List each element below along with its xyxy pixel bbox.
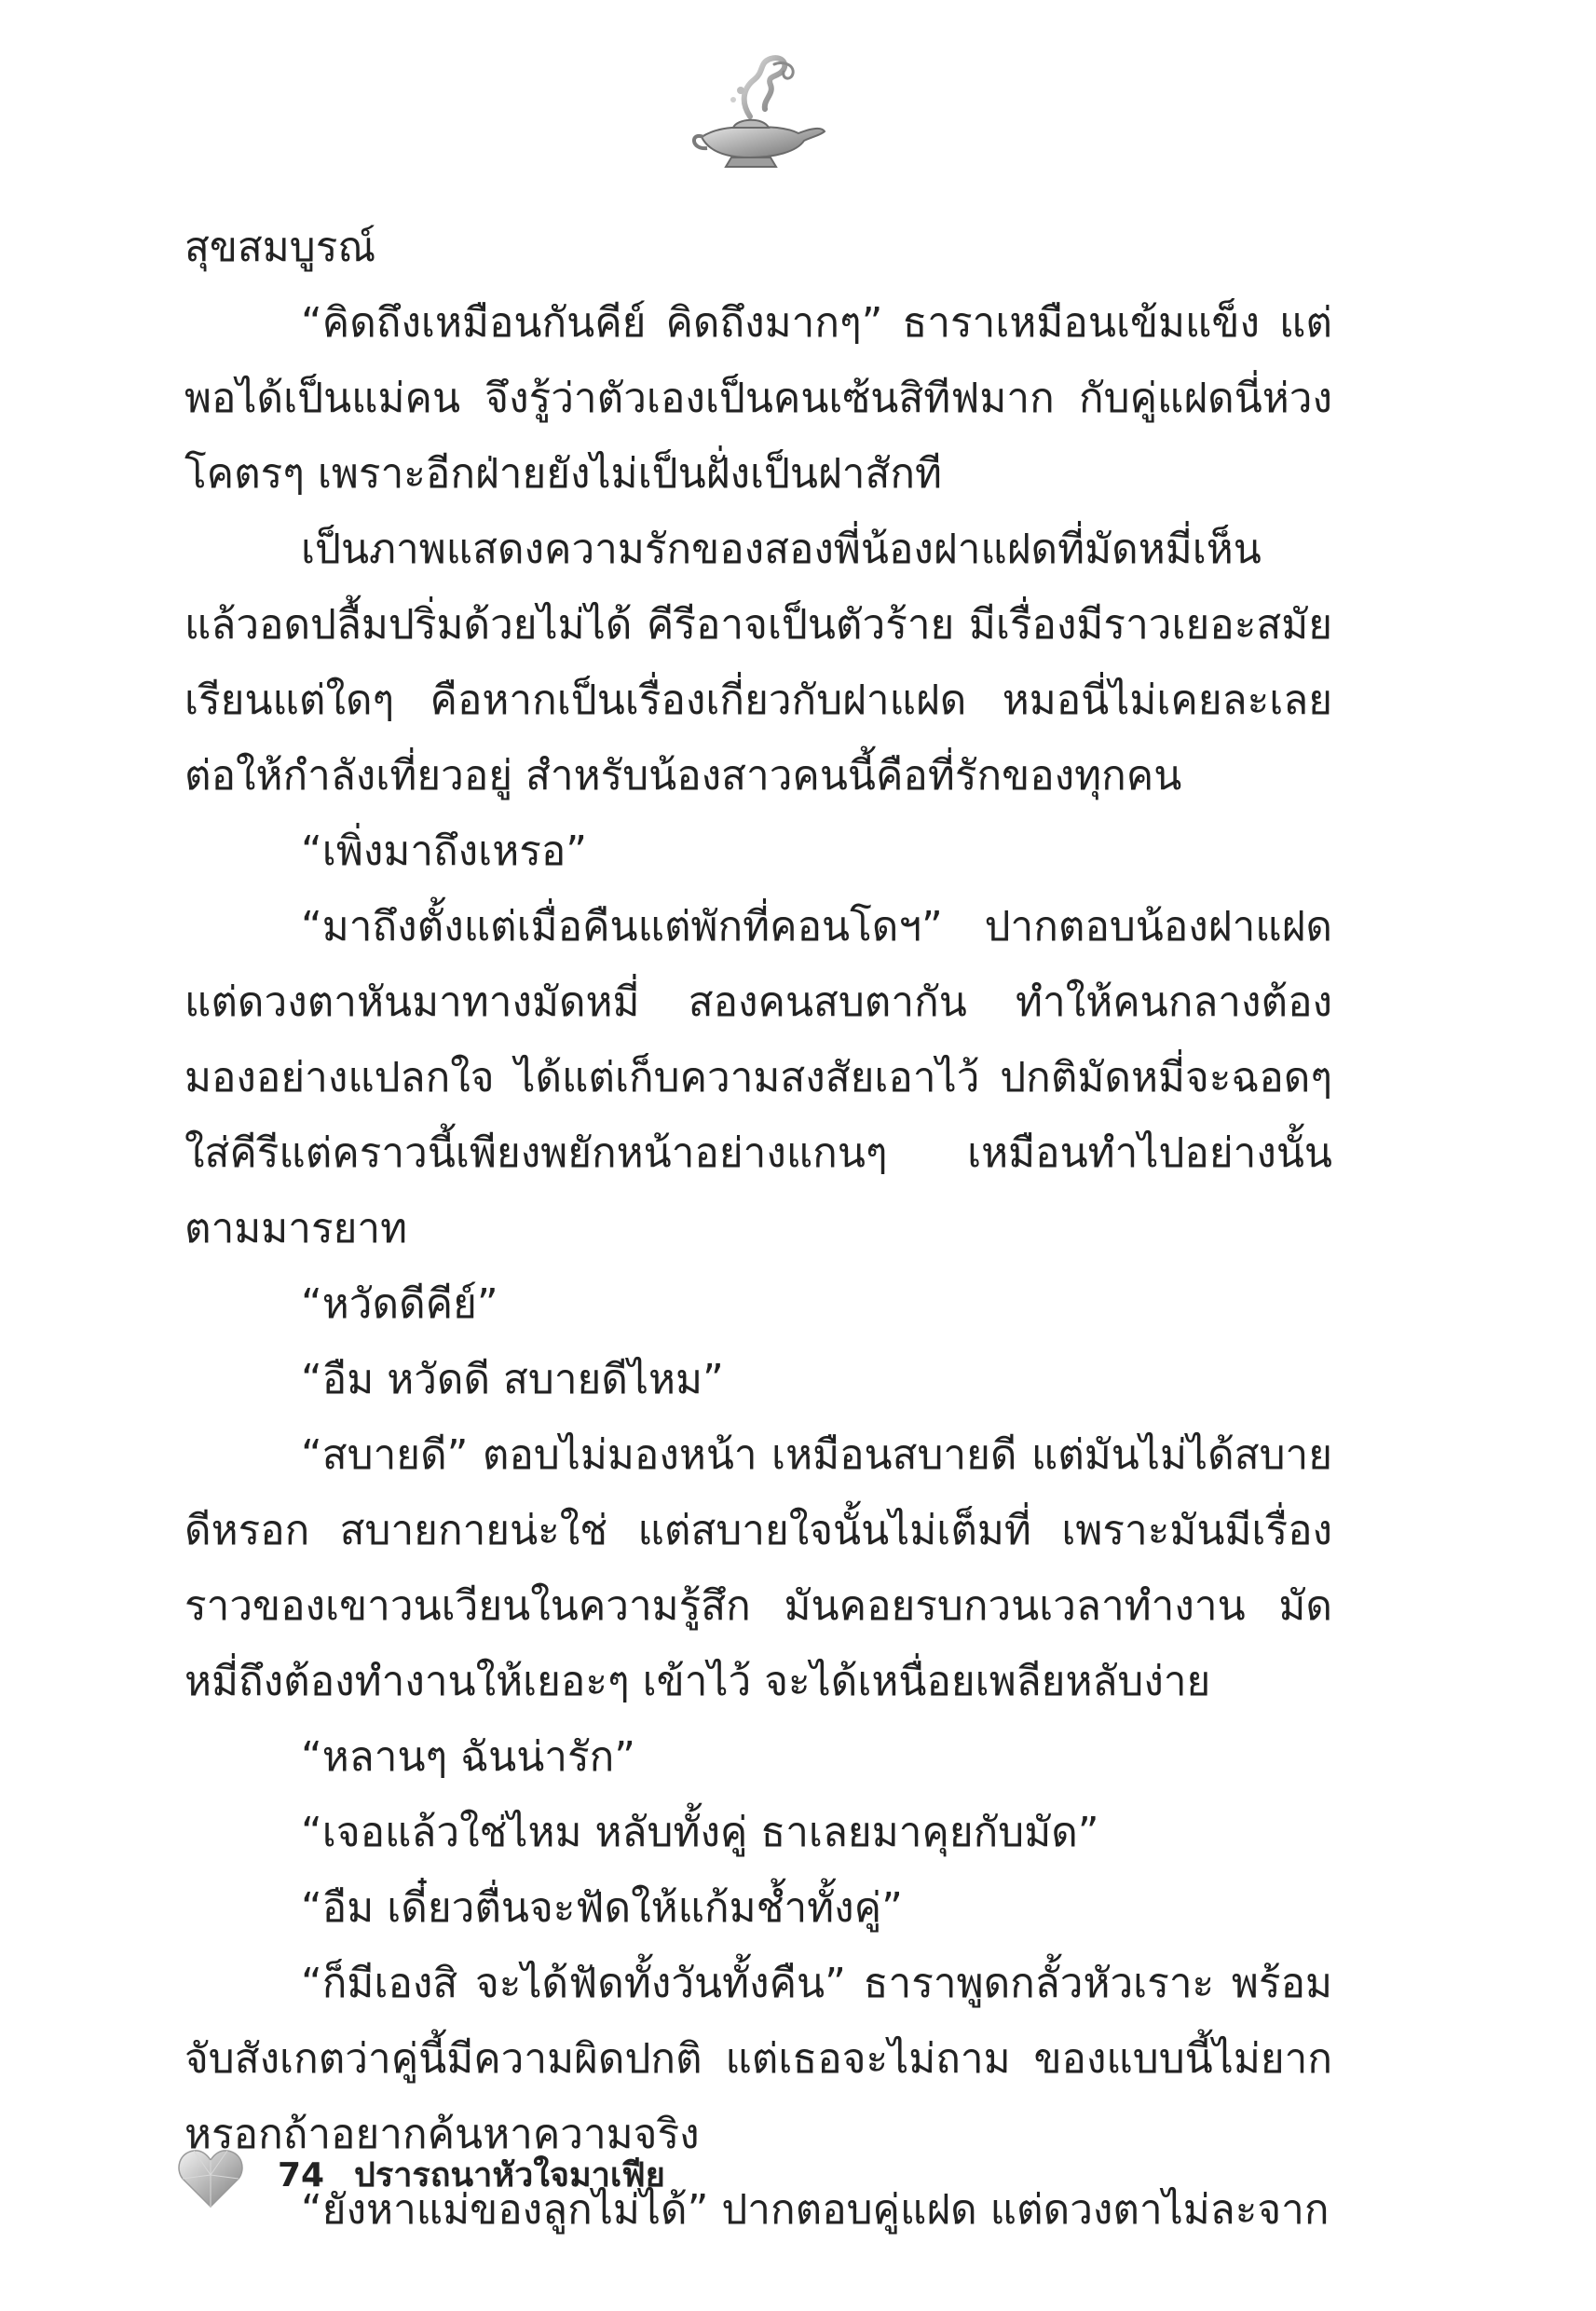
paragraph: “เพิ่งมาถึงเหรอ” bbox=[301, 827, 588, 875]
paragraph: “มาถึงตั้งแต่เมื่อคืนแต่พักที่คอนโดฯ” ปากตอบน้องฝาแฝดแต่ดวงตาหันมาทางมัดหมี่ สองคนสบตากัน ทำให้คนกลางต้องมองอย่างแปลกใจ ได้แต่เก็บความสงสัยเอาไว้ ปกติมัดหมี่จะฉอดๆ ใส่คีรีแต่คราวนี้เพียงพยักหน้าอย่างแกนๆ เหมือนทำไปอย่างนั้นตามมารยาท bbox=[184, 903, 1332, 1252]
paragraph: “หวัดดีคีย์” bbox=[301, 1280, 498, 1328]
book-title: ปรารถนาหัวใจมาเฟีย bbox=[354, 2156, 665, 2195]
paragraph: “ยังหาแม่ของลูกไม่ได้” ปากตอบคู่แฝด แต่ดวงตาไม่ละจาก bbox=[301, 2186, 1330, 2234]
genie-lamp-graphic bbox=[685, 51, 834, 172]
page-number: 74 bbox=[278, 2156, 325, 2195]
paragraph: “หลานๆ ฉันน่ารัก” bbox=[301, 1733, 636, 1781]
body-text bbox=[184, 210, 1332, 2248]
paragraph: “ก็มีเองสิ จะได้ฟัดทั้งวันทั้งคืน” ธาราพูดกลั้วหัวเราะ พร้อมจับสังเกตว่าคู่นี้มีความผิดปกติ แต่เธอจะไม่ถาม ของแบบนี้ไม่ยากหรอกถ้าอยากค้นหาความจริง bbox=[184, 1960, 1332, 2158]
paragraph: สุขสมบูรณ์ bbox=[184, 224, 376, 271]
genie-lamp-icon bbox=[685, 51, 834, 172]
heart-graphic bbox=[177, 2147, 244, 2208]
page-footer bbox=[177, 2143, 1016, 2218]
heart-icon bbox=[177, 2147, 244, 2208]
paragraph: “อืม หวัดดี สบายดีไหม” bbox=[301, 1356, 724, 1403]
paragraph: เป็นภาพแสดงความรักของสองพี่น้องฝาแฝดที่มัดหมี่เห็นแล้วอดปลื้มปริ่มด้วยไม่ได้ คีรีอาจเป็นตัวร้าย มีเรื่องมีราวเยอะสมัยเรียนแต่ใดๆ คือหากเป็นเรื่องเกี่ยวกับฝาแฝด หมอนี่ไม่เคยละเลย ต่อให้กำลังเที่ยวอยู่ สำหรับน้องสาวคนนี้คือที่รักของทุกคน bbox=[184, 526, 1332, 800]
paragraph: “อืม เดี๋ยวตื่นจะฟัดให้แก้มช้ำทั้งคู่” bbox=[301, 1884, 903, 1932]
paragraph: “สบายดี” ตอบไม่มองหน้า เหมือนสบายดี แต่มันไม่ได้สบายดีหรอก สบายกายน่ะใช่ แต่สบายใจนั้นไม่เต็มที่ เพราะมันมีเรื่องราวของเขาวนเวียนในความรู้สึก มันคอยรบกวนเวลาทำงาน มัดหมี่ถึงต้องทำงานให้เยอะๆ เข้าไว้ จะได้เหนื่อยเพลียหลับง่าย bbox=[184, 1431, 1332, 1705]
paragraph: “เจอแล้วใช่ไหม หลับทั้งคู่ ธาเลยมาคุยกับมัด” bbox=[301, 1809, 1099, 1856]
paragraph: “คิดถึงเหมือนกันคีย์ คิดถึงมากๆ” ธาราเหมือนเข้มแข็ง แต่พอได้เป็นแม่คน จึงรู้ว่าตัวเองเป็นคนเซ้นสิทีฟมาก กับคู่แฝดนี่ห่วงโคตรๆ เพราะอีกฝ่ายยังไม่เป็นฝั่งเป็นฝาสักที bbox=[184, 299, 1332, 498]
